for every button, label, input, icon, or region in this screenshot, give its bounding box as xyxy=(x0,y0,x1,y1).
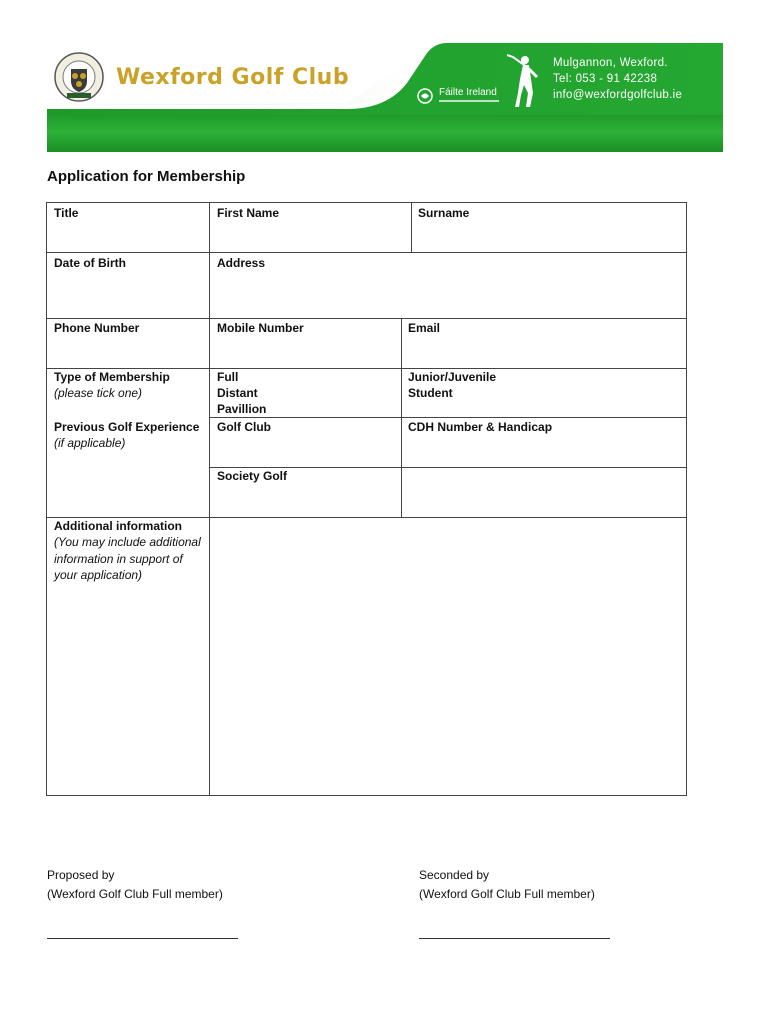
note-additional-info: (You may include additional information in support of your application) xyxy=(54,535,201,582)
failte-swirl-icon xyxy=(417,88,433,104)
label-title: Title xyxy=(54,206,79,220)
golfer-silhouette-icon xyxy=(503,53,543,109)
seconded-signature-line[interactable] xyxy=(419,938,610,939)
contact-phone: Tel: 053 - 91 42238 xyxy=(553,73,658,85)
option-pavillion[interactable]: Pavillion xyxy=(217,402,267,416)
membership-form-table xyxy=(46,202,687,796)
contact-block xyxy=(553,55,682,103)
col-border xyxy=(209,202,210,796)
proposed-by-label: Proposed by xyxy=(47,868,115,882)
form-title: Application for Membership xyxy=(47,168,246,185)
row-border xyxy=(46,252,687,253)
failte-tagline xyxy=(439,100,499,102)
label-date-of-birth: Date of Birth xyxy=(54,256,126,270)
note-please-tick: (please tick one) xyxy=(54,386,143,400)
label-mobile-number: Mobile Number xyxy=(217,321,304,335)
row-border xyxy=(209,417,687,418)
failte-text: Fáilte Ireland xyxy=(439,87,497,98)
header-banner xyxy=(47,43,723,152)
label-email: Email xyxy=(408,321,441,335)
contact-address: Mulgannon, Wexford. xyxy=(553,57,668,69)
seconded-by-label: Seconded by xyxy=(419,868,490,882)
contact-email: info@wexfordgolfclub.ie xyxy=(553,89,683,101)
label-golf-club: Golf Club xyxy=(217,420,271,434)
label-additional-info: Additional information xyxy=(54,519,182,533)
option-junior-juvenile[interactable]: Junior/Juvenile xyxy=(408,370,497,384)
note-if-applicable: (if applicable) xyxy=(54,436,126,450)
label-phone-number: Phone Number xyxy=(54,321,140,335)
row-border xyxy=(46,318,687,319)
label-first-name: First Name xyxy=(217,206,280,220)
label-membership-type: Type of Membership xyxy=(54,370,170,384)
option-full[interactable]: Full xyxy=(217,370,239,384)
option-distant[interactable]: Distant xyxy=(217,386,258,400)
col-border xyxy=(686,202,687,796)
label-surname: Surname xyxy=(418,206,470,220)
row-border xyxy=(46,795,687,796)
label-cdh-number: CDH Number & Handicap xyxy=(408,420,553,434)
seconded-by-block xyxy=(419,866,595,904)
label-society-golf: Society Golf xyxy=(217,469,288,483)
row-border xyxy=(46,202,687,203)
label-address: Address xyxy=(217,256,266,270)
proposed-by-block xyxy=(47,866,223,904)
club-crest-logo xyxy=(53,51,105,103)
banner-green-bar xyxy=(47,115,723,152)
label-previous-experience: Previous Golf Experience xyxy=(54,420,200,434)
club-name: Wexford Golf Club xyxy=(116,65,350,90)
proposed-signature-line[interactable] xyxy=(47,938,238,939)
col-border xyxy=(411,202,412,253)
col-border xyxy=(46,202,47,796)
col-border xyxy=(401,318,402,518)
option-student[interactable]: Student xyxy=(408,386,453,400)
proposed-member-note: (Wexford Golf Club Full member) xyxy=(47,887,223,901)
seconded-member-note: (Wexford Golf Club Full member) xyxy=(419,887,595,901)
